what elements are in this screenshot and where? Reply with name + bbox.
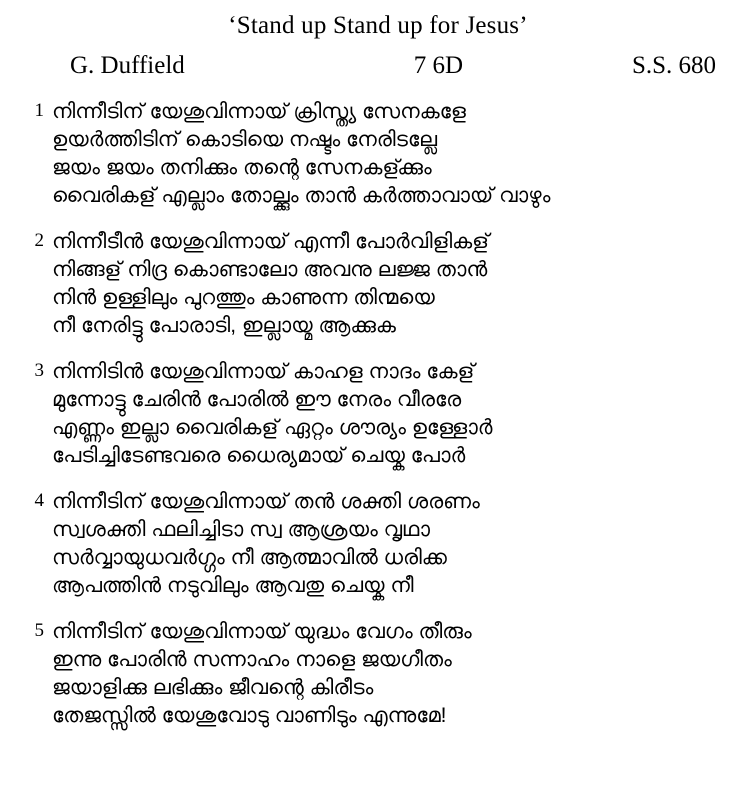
verse-number: 5 — [34, 620, 44, 641]
verse-line: ജയം ജയം തനിക്കും തന്റെ സേനകള്ക്കും — [52, 156, 432, 179]
verse-line: മുന്നോട്ടു ചേരിൻ പോരിൽ ഈ നേരം വീരരേ — [52, 388, 462, 411]
verse-line: നിന്നീടീൻ യേശുവിന്നായ് എന്നീ പോർവിളികള് — [52, 230, 490, 253]
verse — [8, 618, 756, 730]
hymn-reference: S.S. 680 — [631, 52, 716, 79]
verse-number: 4 — [34, 490, 44, 511]
verse-lines — [52, 228, 756, 340]
verse-line: സ്വശക്തി ഫലിച്ചിടാ സ്വ ആശ്രയം വൃഥാ — [52, 518, 430, 541]
verse-number: 3 — [34, 360, 44, 381]
verse — [8, 488, 756, 600]
verse — [8, 358, 756, 470]
verse-list — [0, 98, 756, 730]
verse-number: 1 — [34, 100, 44, 121]
verse-line: നിന്നീടിന് യേശുവിന്നായ് ക്രിസ്ത്യ സേനകളേ — [52, 100, 466, 123]
verse-lines — [52, 358, 756, 470]
verse — [8, 98, 756, 210]
verse-line: നിന്നീടിന് യേശുവിന്നായ് യുദ്ധം വേഗം തീരും — [52, 620, 472, 643]
verse-line: ഉയർത്തിടിന് കൊടിയെ നഷ്ടം നേരിടല്ലേ — [52, 128, 438, 151]
author-name: G. Duffield — [70, 52, 185, 79]
verse-line: പേടിച്ചിടേണ്ടവരെ ധൈര്യമായ് ചെയ്ക പോർ — [52, 444, 466, 467]
verse-line: നിങ്ങള് നിദ്ര കൊണ്ടാലോ അവനു ലജ്ജ താൻ — [52, 258, 488, 281]
verse-line: ഇന്നു പോരിൻ സന്നാഹം നാളെ ജയഗീതം — [52, 648, 452, 671]
verse-lines — [52, 488, 756, 600]
verse-line: നിൻ ഉള്ളിലും പുറത്തും കാണുന്ന തിന്മയെ — [52, 286, 435, 309]
page-title: ‘Stand up Stand up for Jesus’ — [228, 12, 528, 39]
byline — [0, 52, 756, 80]
verse-line: വൈരികള് എല്ലാം തോല്ക്കും താൻ കർത്താവായ് വാഴും — [52, 184, 551, 207]
verse-number: 2 — [34, 230, 44, 251]
verse-line: ആപത്തിൻ നടുവിലും ആവതു ചെയ്ക നീ — [52, 574, 414, 597]
verse-line: നിന്നീടിന് യേശുവിന്നായ് തൻ ശക്തി ശരണം — [52, 490, 480, 513]
verse-line: നിന്നിടിൻ യേശുവിന്നായ് കാഹള നാദം കേള് — [52, 360, 475, 383]
hymn-page — [0, 12, 756, 785]
verse-lines — [52, 618, 756, 730]
verse-line: ജയാളിക്കു ലഭിക്കും ജീവന്റെ കിരീടം — [52, 676, 374, 699]
verse-lines — [52, 98, 756, 210]
verse-line: നീ നേരിട്ടു പോരാടി, ഇല്ലായ്മ ആക്കുക — [52, 314, 396, 337]
verse-line: തേജസ്സിൽ യേശുവോടു വാണിടും എന്നുമേ! — [52, 704, 447, 727]
meter-label: 7 6D — [413, 52, 464, 79]
verse-line: സർവ്വായുധവർഗ്ഗം നീ ആത്മാവിൽ ധരിക്ക — [52, 546, 447, 569]
verse — [8, 228, 756, 340]
verse-line: എണ്ണം ഇല്ലാ വൈരികള് ഏറ്റം ശൗര്യം ഉള്ളോർ — [52, 416, 493, 439]
